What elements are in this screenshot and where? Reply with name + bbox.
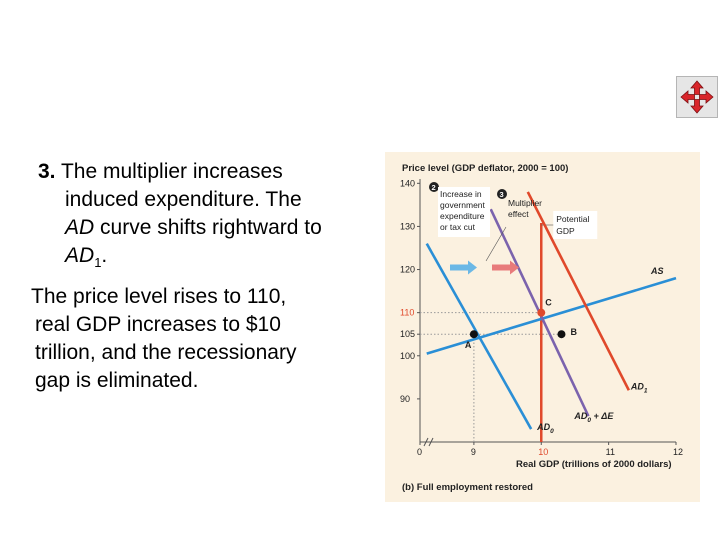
y-tick-label-100: 100 [400,350,416,361]
point-ad-term: AD [65,216,95,239]
annotation-2-line-0: Increase in [440,189,482,199]
point-line-2: induced expenditure. The [65,188,302,211]
series-label-as: AS [651,266,664,277]
y-tick-label-105: 105 [400,329,416,340]
series-label-ad0: $AD_0$ [537,422,554,436]
annotation-marker-3-label: 3 [499,190,504,199]
point-a [470,330,478,338]
x-tick-label-11: 11 [605,447,615,457]
point-c [537,309,545,317]
point-line-4-end: . [101,244,108,267]
economics-figure [385,152,700,502]
point-line-3: curve shifts rightward to [94,216,322,239]
x-tick-label-9: 9 [470,447,476,457]
series-label-ad0-plus-de: $AD_0 + \Delta E$ [574,411,614,425]
x-tick-label-10: 10 [538,447,549,457]
annotation-2-line-3: or tax cut [440,222,475,232]
numbered-point-3 [38,158,368,277]
point-b [557,330,565,338]
series-label-ad1: $AD_1$ [630,381,648,395]
y-tick-label-90: 90 [400,393,411,404]
point-ad1-term: AD [65,244,95,267]
x-tick-label-0: 0 [417,447,423,457]
move-arrows-icon[interactable] [676,76,718,118]
annotation-3-line-0: Multiplier [508,198,543,208]
x-axis-label: Real GDP (trillions of 2000 dollars) [516,459,672,470]
annotation-2-line-1: government [440,200,485,210]
x-tick-label-12: 12 [673,447,684,457]
summary-paragraph [31,283,361,395]
chart-title: Price level (GDP deflator, 2000 = 100) [402,163,569,174]
figure-caption: (b) Full employment restored [402,482,533,493]
y-tick-label-130: 130 [400,221,416,232]
paragraph-line-1: The price level rises to 110, [31,285,287,308]
annotation-3-line-1: effect [508,209,529,219]
y-tick-label-140: 140 [400,178,416,189]
paragraph-line-3: trillion, and the recessionary [35,341,297,364]
point-label-c: C [545,297,552,308]
potential-gdp-label-line-1: Potential [556,214,590,224]
point-line-1: The multiplier increases [60,160,283,183]
annotation-marker-2-label: 2 [431,183,436,192]
y-tick-label-110: 110 [400,307,415,318]
annotation-2-line-2: expenditure [440,211,485,221]
point-ad1-subscript: 1 [94,255,102,271]
point-label-a: A [464,340,472,351]
potential-gdp-label-line-2: GDP [556,226,575,236]
ad-as-chart [385,152,700,502]
paragraph-line-2: real GDP increases to $10 [35,313,281,336]
point-label-b: B [570,327,577,338]
four-way-arrow-icon [677,77,717,117]
paragraph-line-4: gap is eliminated. [35,369,199,392]
point-number: 3. [38,160,56,183]
y-tick-label-120: 120 [400,264,416,275]
